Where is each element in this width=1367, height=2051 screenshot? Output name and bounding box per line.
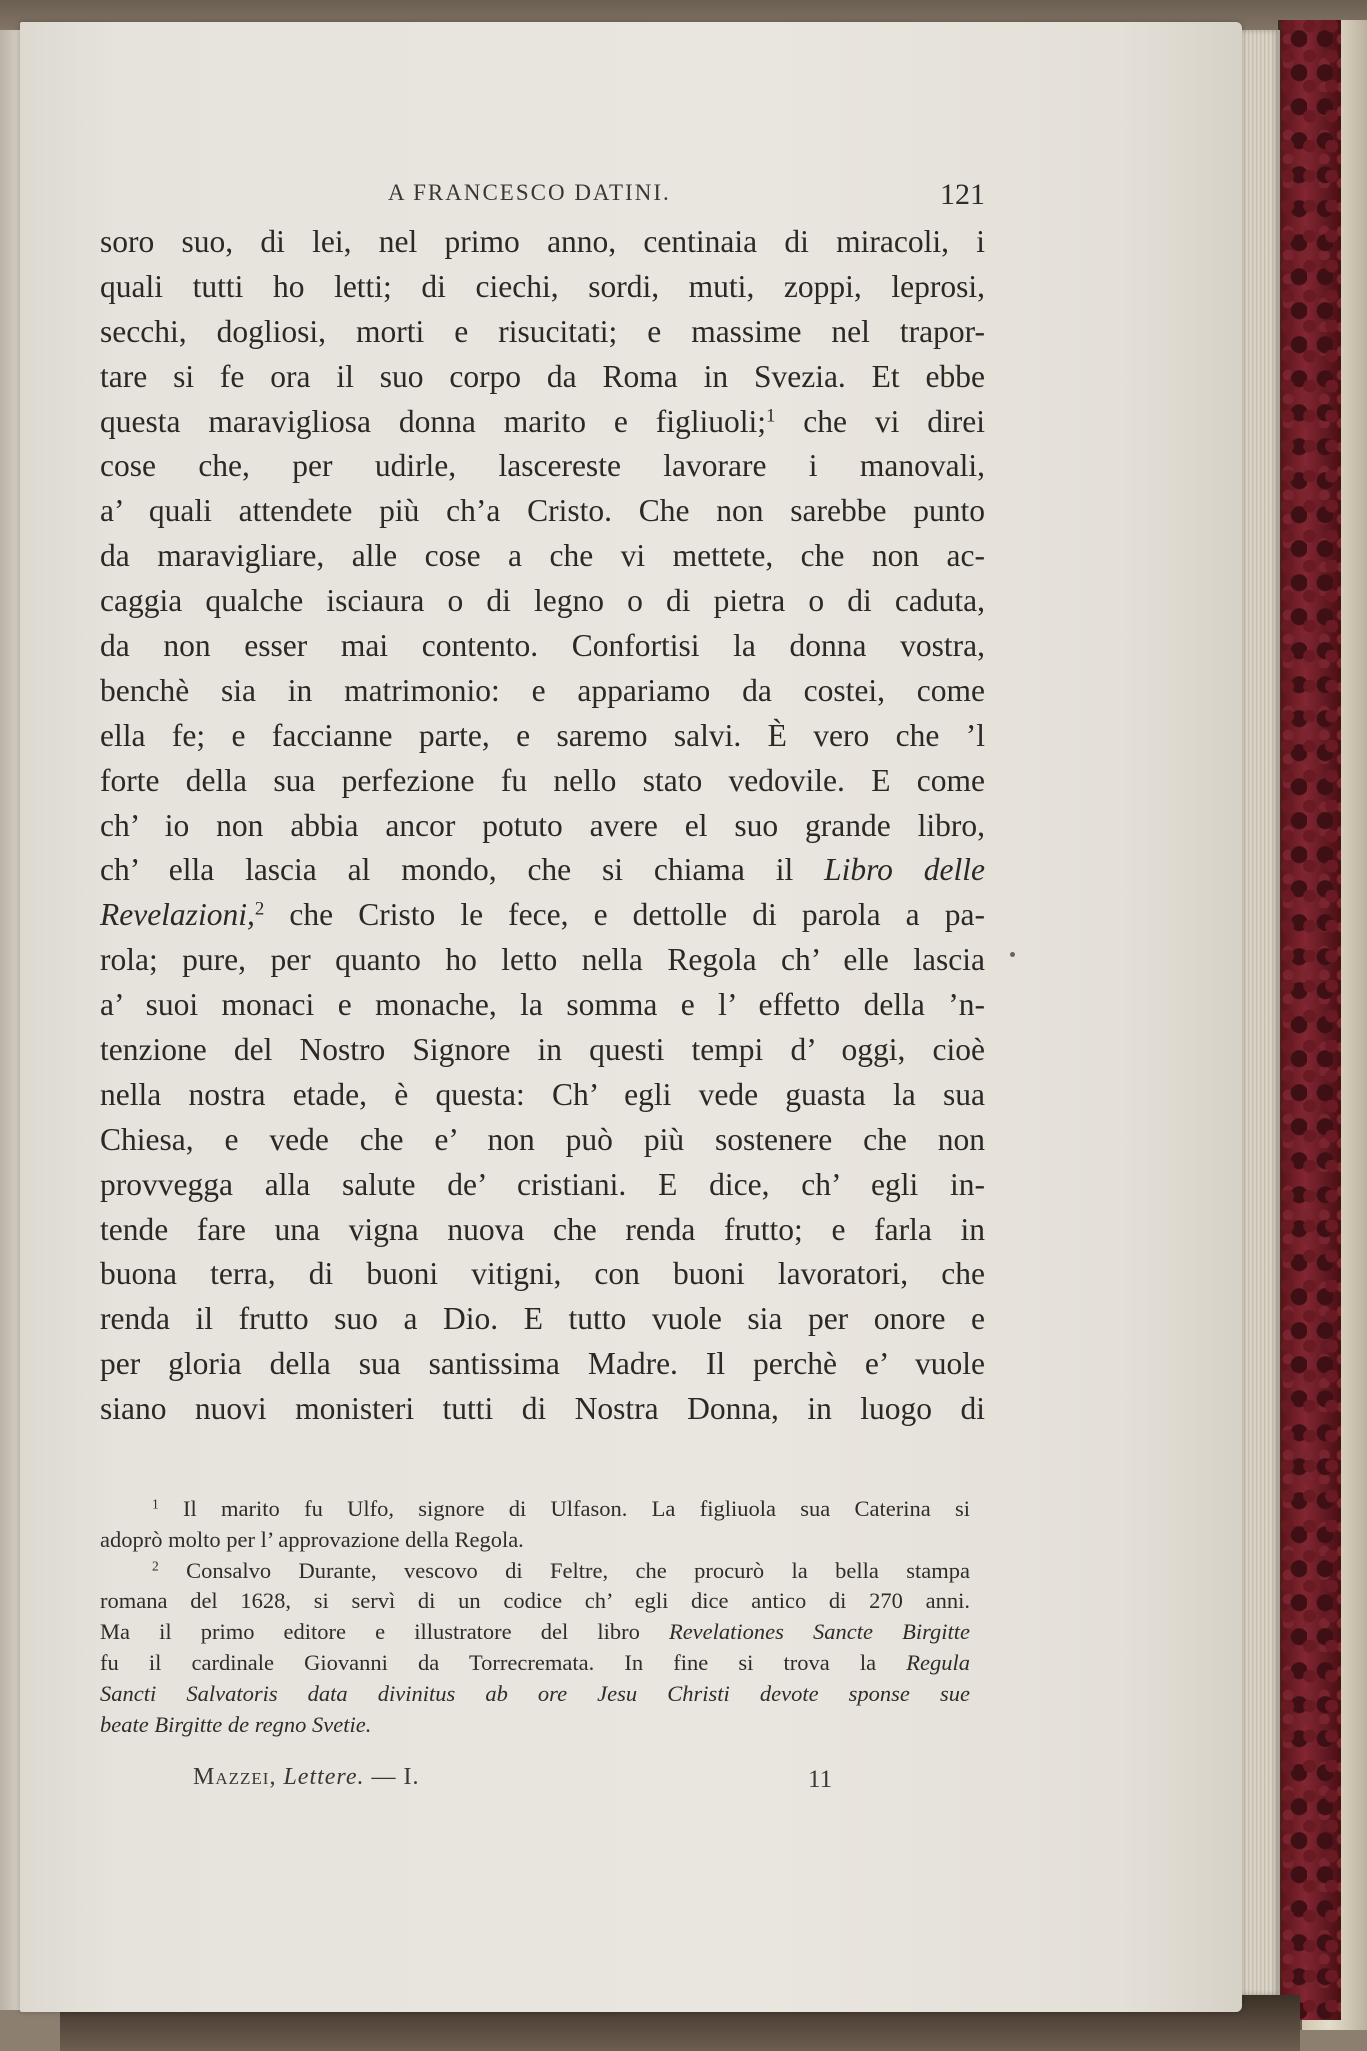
body-line: provvegga alla salute de’ cristiani. E dice, ch’ egli in-: [100, 1166, 985, 1202]
body-line: a’ quali attendete più ch’a Cristo. Che non sarebbe punto: [100, 493, 985, 529]
signature-author: Mazzei: [193, 1764, 270, 1790]
footnote-2-italic-title: beate Birgitte de regno Svetie.: [100, 1711, 372, 1737]
body-line-text: che Cristo le fece, e dettolle di parola a pa-: [264, 897, 985, 933]
body-line-text: questa maravigliosa donna marito e figliuoli;: [100, 403, 766, 439]
body-line: Chiesa, e vede che e’ non può più sostenere che non: [100, 1121, 985, 1157]
signature-line: [193, 1764, 420, 1791]
footnote-2-italic-title: Sancti Salvatoris data divinitus ab ore Jesu Christi devote sponse sue: [100, 1680, 970, 1706]
body-line: nella nostra etade, è questa: Ch’ egli vede guasta la sua: [100, 1076, 985, 1112]
signature-work: Lettere.: [283, 1764, 365, 1790]
running-head: [100, 178, 985, 218]
signature-volume: — I.: [364, 1764, 420, 1790]
facing-page-edge: [0, 30, 22, 2010]
body-line: [100, 400, 985, 445]
footnote-reference: 1: [765, 405, 776, 427]
body-line: siano nuovi monisteri tutti di Nostra Donna, in luogo di: [100, 1391, 985, 1427]
book-title-italic: Libro delle: [824, 852, 985, 888]
running-title: A FRANCESCO DATINI.: [388, 180, 671, 205]
footnote-2-line: [100, 1648, 970, 1679]
footnote-1-line: adoprò molto per l’ approvazione della Regola.: [100, 1526, 524, 1552]
body-line: soro suo, di lei, nel primo anno, centinaia di miracoli, i: [100, 224, 985, 259]
footnote-2-line: [100, 1679, 970, 1710]
book-title-italic: Revelazioni,: [100, 897, 255, 933]
sheet-signature-number: 11: [808, 1766, 833, 1793]
footnote-2-italic-title: Regula: [906, 1649, 970, 1675]
body-line: quali tutti ho letti; di ciechi, sordi, muti, zoppi, leprosi,: [100, 268, 985, 304]
footnote-2-line: [100, 1556, 970, 1587]
body-line: tende fare una vigna nuova che renda frutto; e farla in: [100, 1211, 985, 1247]
footnote-2-italic-title: Revelationes Sancte Birgitte: [668, 1619, 970, 1645]
body-line: tare si fe ora il suo corpo da Roma in Svezia. Et ebbe: [100, 358, 985, 394]
footnote-2-text: fu il cardinale Giovanni da Torrecremata. In fine si trova la: [100, 1649, 907, 1675]
body-line: buona terra, di buoni vitigni, con buoni lavoratori, che: [100, 1256, 985, 1292]
body-line: cose che, per udirle, lascereste lavorare i manovali,: [100, 448, 985, 484]
body-line: da maravigliare, alle cose a che vi mettete, che non ac-: [100, 538, 985, 574]
paper-speck: [1010, 952, 1015, 957]
body-line: [100, 893, 985, 938]
footnote-2-line: [100, 1710, 970, 1741]
body-line: renda il frutto suo a Dio. E tutto vuole sia per onore e: [100, 1301, 985, 1337]
body-line: secchi, dogliosi, morti e risucitati; e massime nel trapor-: [100, 313, 985, 349]
footnote-1-line: [100, 1494, 970, 1525]
body-line: ch’ io non abbia ancor potuto avere el suo grande libro,: [100, 807, 985, 843]
footnote-2-text: Ma il primo editore e illustratore del libro: [100, 1619, 669, 1645]
body-line: per gloria della sua santissima Madre. Il perchè e’ vuole: [100, 1346, 985, 1382]
body-line: da non esser mai contento. Confortisi la donna vostra,: [100, 628, 985, 664]
signature-separator: ,: [269, 1764, 284, 1790]
footnote-1-text: Il marito fu Ulfo, signore di Ulfason. La figliuola sua Caterina si: [183, 1496, 970, 1521]
body-line: tenzione del Nostro Signore in questi tempi d’ oggi, cioè: [100, 1032, 985, 1068]
marbled-endpaper: [1278, 20, 1341, 2020]
body-line: benchè sia in matrimonio: e appariamo da costei, come: [100, 672, 985, 708]
body-line: a’ suoi monaci e monache, la somma e l’ effetto della ’n-: [100, 987, 985, 1023]
body-line-text: ch’ ella lascia al mondo, che si chiama il: [100, 852, 825, 888]
footnote-2-text: Consalvo Durante, vescovo di Feltre, che procurò la bella stampa: [186, 1557, 971, 1583]
body-line: forte della sua perfezione fu nello stato vedovile. E come: [100, 762, 985, 798]
body-text: [100, 220, 985, 1432]
page-number: 121: [940, 178, 985, 211]
body-line: rola; pure, per quanto ho letto nella Regola ch’ elle lascia: [100, 942, 985, 978]
body-line: ella fe; e faccianne parte, e saremo salvi. È vero che ’l: [100, 717, 985, 753]
footnotes: [100, 1494, 970, 1740]
body-line-text: che vi direi: [775, 403, 985, 439]
footnote-1-mark: 1: [152, 1496, 159, 1512]
footnote-2-line: [100, 1617, 970, 1648]
footnote-reference: 2: [254, 898, 265, 920]
footnote-2-mark: 2: [152, 1558, 159, 1574]
body-line: [100, 848, 985, 893]
footnote-2-line: romana del 1628, si servì di un codice ch’ egli dice antico di 270 anni.: [100, 1588, 970, 1614]
body-line: caggia qualche isciaura o di legno o di pietra o di caduta,: [100, 583, 985, 619]
